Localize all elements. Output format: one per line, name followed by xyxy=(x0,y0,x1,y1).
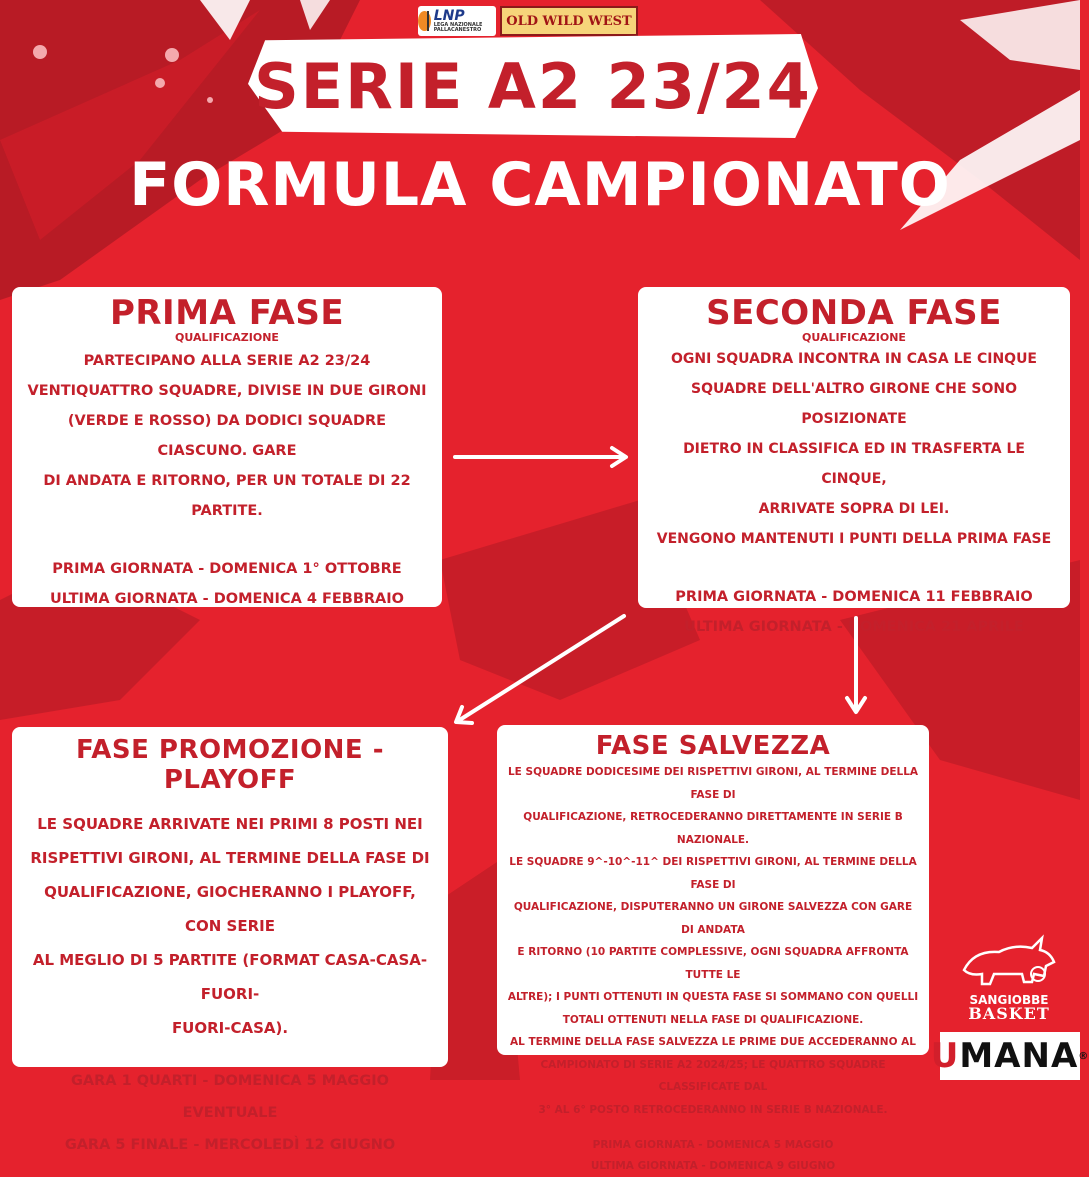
page-title: SERIE A2 23/24 xyxy=(254,49,812,123)
body-line: DI ANDATA E RITORNO, PER UN TOTALE DI 22 PARTITE. xyxy=(43,473,411,519)
sangiobbe-logo xyxy=(954,930,1064,1025)
basketball-icon xyxy=(418,11,431,31)
lnp-wordmark: LNP xyxy=(433,8,465,24)
card-dates xyxy=(24,554,430,614)
bull-icon xyxy=(954,930,1064,990)
lnp-logo-text xyxy=(434,9,496,33)
date-line: PRIMA GIORNATA - DOMENICA 11 FEBBRAIO xyxy=(675,589,1033,605)
body-line: ALTRE); I PUNTI OTTENUTI IN QUESTA FASE SI SOMMANO CON QUELLI xyxy=(507,991,919,1003)
card-seconda-fase xyxy=(638,287,1070,635)
body-line: QUALIFICAZIONE, DISPUTERANNO UN GIRONE SALVEZZA CON GARE DI ANDATA xyxy=(513,901,913,936)
date-line: PRIMA GIORNATA - DOMENICA 1° OTTOBRE xyxy=(52,561,402,577)
date-line: GARA 5 FINALE - MERCOLEDÌ 12 GIUGNO xyxy=(64,1137,396,1153)
card-title: FASE SALVEZZA xyxy=(595,731,831,761)
card-title: PRIMA FASE xyxy=(109,293,345,333)
card-fase-salvezza xyxy=(497,725,929,1172)
card-dates xyxy=(648,582,1060,642)
sponsor-logo: OLD WILD WEST xyxy=(500,6,638,36)
registered-mark: ® xyxy=(1078,1050,1089,1062)
card-subtitle: QUALIFICAZIONE xyxy=(175,331,279,344)
date-line: GARA 1 QUARTI - DOMENICA 5 MAGGIO EVENTUALE xyxy=(71,1073,389,1121)
card-title: FASE PROMOZIONE - PLAYOFF xyxy=(75,735,385,795)
page-subtitle: FORMULA CAMPIONATO xyxy=(129,150,951,220)
body-line: TOTALI OTTENUTI NELLA FASE DI QUALIFICAZIONE. xyxy=(562,1013,864,1026)
body-line: RISPETTIVI GIRONI, AL TERMINE DELLA FASE DI xyxy=(30,849,430,867)
header-logos xyxy=(418,6,638,36)
body-line: LE SQUADRE DODICESIME DEI RISPETTIVI GIRONI, AL TERMINE DELLA FASE DI xyxy=(507,766,919,801)
body-line: OGNI SQUADRA INCONTRA IN CASA LE CINQUE xyxy=(670,351,1037,367)
card-subtitle: QUALIFICAZIONE xyxy=(802,331,906,344)
body-line: AL TERMINE DELLA FASE SALVEZZA LE PRIME DUE ACCEDERANNO AL xyxy=(510,1036,916,1048)
body-line: LE SQUADRE 9^-10^-11^ DEI RISPETTIVI GIRONI, AL TERMINE DELLA FASE DI xyxy=(509,856,917,891)
card-prima-fase xyxy=(12,287,442,607)
lnp-logo xyxy=(418,6,496,36)
card-body xyxy=(24,346,430,526)
card-body xyxy=(24,807,436,1045)
body-line: DIETRO IN CLASSIFICA ED IN TRASFERTA LE CINQUE, xyxy=(683,441,1025,487)
body-line: QUALIFICAZIONE, GIOCHERANNO I PLAYOFF, CON SERIE xyxy=(44,883,416,935)
umana-logo xyxy=(930,1032,1089,1080)
body-line: E RITORNO (10 PARTITE COMPLESSIVE, OGNI SQUADRA AFFRONTA TUTTE LE xyxy=(517,946,909,981)
body-line: ARRIVATE SOPRA DI LEI. xyxy=(758,501,950,517)
body-line: SQUADRE DELL'ALTRO GIRONE CHE SONO POSIZIONATE xyxy=(690,381,1018,427)
body-line: AL MEGLIO DI 5 PARTITE (FORMAT CASA-CASA-FUORI- xyxy=(32,951,428,1003)
body-line: PARTECIPANO ALLA SERIE A2 23/24 xyxy=(83,353,371,369)
card-dates xyxy=(24,1065,436,1161)
body-line: VENGONO MANTENUTI I PUNTI DELLA PRIMA FASE xyxy=(656,531,1052,547)
umana-u: U xyxy=(930,1036,960,1076)
body-line: (VERDE E ROSSO) DA DODICI SQUADRE CIASCUNO. GARE xyxy=(67,413,387,459)
date-line: ULTIMA GIORNATA - DOMENICA 9 GIUGNO xyxy=(590,1160,836,1172)
body-line: QUALIFICAZIONE, RETROCEDERANNO DIRETTAMENTE IN SERIE B NAZIONALE. xyxy=(523,811,903,846)
card-title: SECONDA FASE xyxy=(706,293,1002,333)
body-line: LE SQUADRE ARRIVATE NEI PRIMI 8 POSTI NEI xyxy=(37,815,423,833)
card-body xyxy=(507,761,919,1121)
club-sub: BASKET xyxy=(968,1004,1050,1023)
card-dates xyxy=(507,1135,919,1177)
lnp-subtext: LEGA NAZIONALE PALLACANESTRO xyxy=(433,22,483,33)
club-name: SANGIOBBE xyxy=(969,993,1049,1007)
body-line: CAMPIONATO DI SERIE A2 2024/25; LE QUATTRO SQUADRE CLASSIFICATE DAL xyxy=(540,1058,886,1093)
date-line: ULTIMA GIORNATA - DOMENICA 4 FEBBRAIO xyxy=(49,591,405,607)
date-line: PRIMA GIORNATA - DOMENICA 5 MAGGIO xyxy=(592,1139,834,1151)
body-line: VENTIQUATTRO SQUADRE, DIVISE IN DUE GIRONI xyxy=(27,383,427,399)
umana-rest: MANA xyxy=(959,1036,1079,1076)
date-line: ULTIMA GIORNATA - DOMENICA 21 APRILE xyxy=(684,619,1024,635)
card-fase-promozione xyxy=(12,727,448,1153)
body-line: 3° AL 6° POSTO RETROCEDERANNO IN SERIE B NAZIONALE. xyxy=(538,1103,888,1116)
card-body xyxy=(648,344,1060,554)
body-line: FUORI-CASA). xyxy=(171,1019,289,1037)
